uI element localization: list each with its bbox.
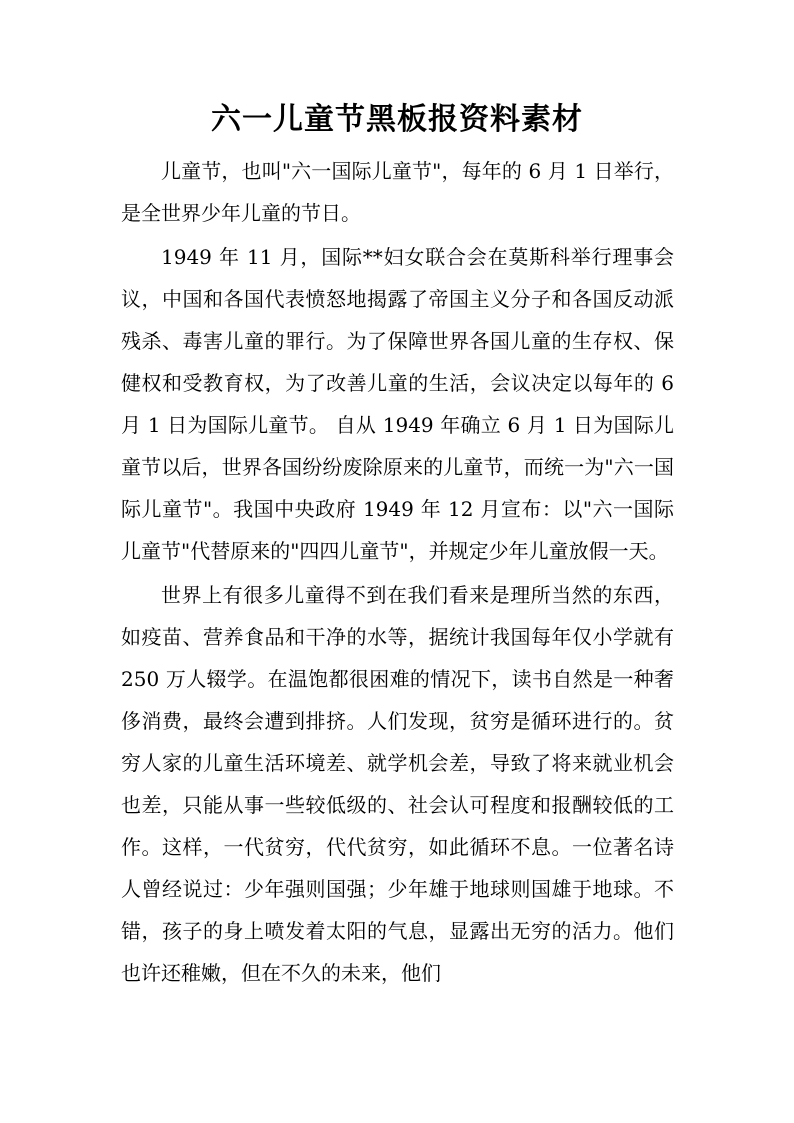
paragraph-poverty: 世界上有很多儿童得不到在我们看来是理所当然的东西，如疫苗、营养食品和干净的水等，据统计我国每年仅小学就有 250 万人辍学。在温饱都很困难的情况下，读书自然是一种奢侈消费，最终会遭到排挤。人们发现，贫穷是循环进行的。贫穷人家的儿童生活环境差、就学机会差，导致了将来就业机会也差，只能从事一些较低级的、社会认可程度和报酬较低的工作。这样，一代贫穷，代代贫穷，如此循环不息。一位著名诗人曾经说过：少年强则国强；少年雄于地球则国雄于地球。不错，孩子的身上喷发着太阳的气息，显露出无穷的活力。他们也许还稚嫩，但在不久的未来，他们 [121,583,674,985]
paragraph-intro: 儿童节，也叫"六一国际儿童节"，每年的 6 月 1 日举行，是全世界少年儿童的节日。 [121,159,674,225]
document-body [121,150,674,996]
paragraph-history: 1949 年 11 月，国际**妇女联合会在莫斯科举行理事会议，中国和各国代表愤怒地揭露了帝国主义分子和各国反动派残杀、毒害儿童的罪行。为了保障世界各国儿童的生存权、保健权和受教育权，为了改善儿童的生活，会议决定以每年的 6 月 1 日为国际儿童节。 自从 1949 年确立 6 月 1 日为国际儿童节以后，世界各国纷纷废除原来的儿童节，而统一为"六一国际儿童节"。我国中央政府 1949 年 12 月宣布：以"六一国际儿童节"代替原来的"四四儿童节"，并规定少年儿童放假一天。 [121,245,674,563]
document-title: 六一儿童节黑板报资料素材 [211,102,583,137]
